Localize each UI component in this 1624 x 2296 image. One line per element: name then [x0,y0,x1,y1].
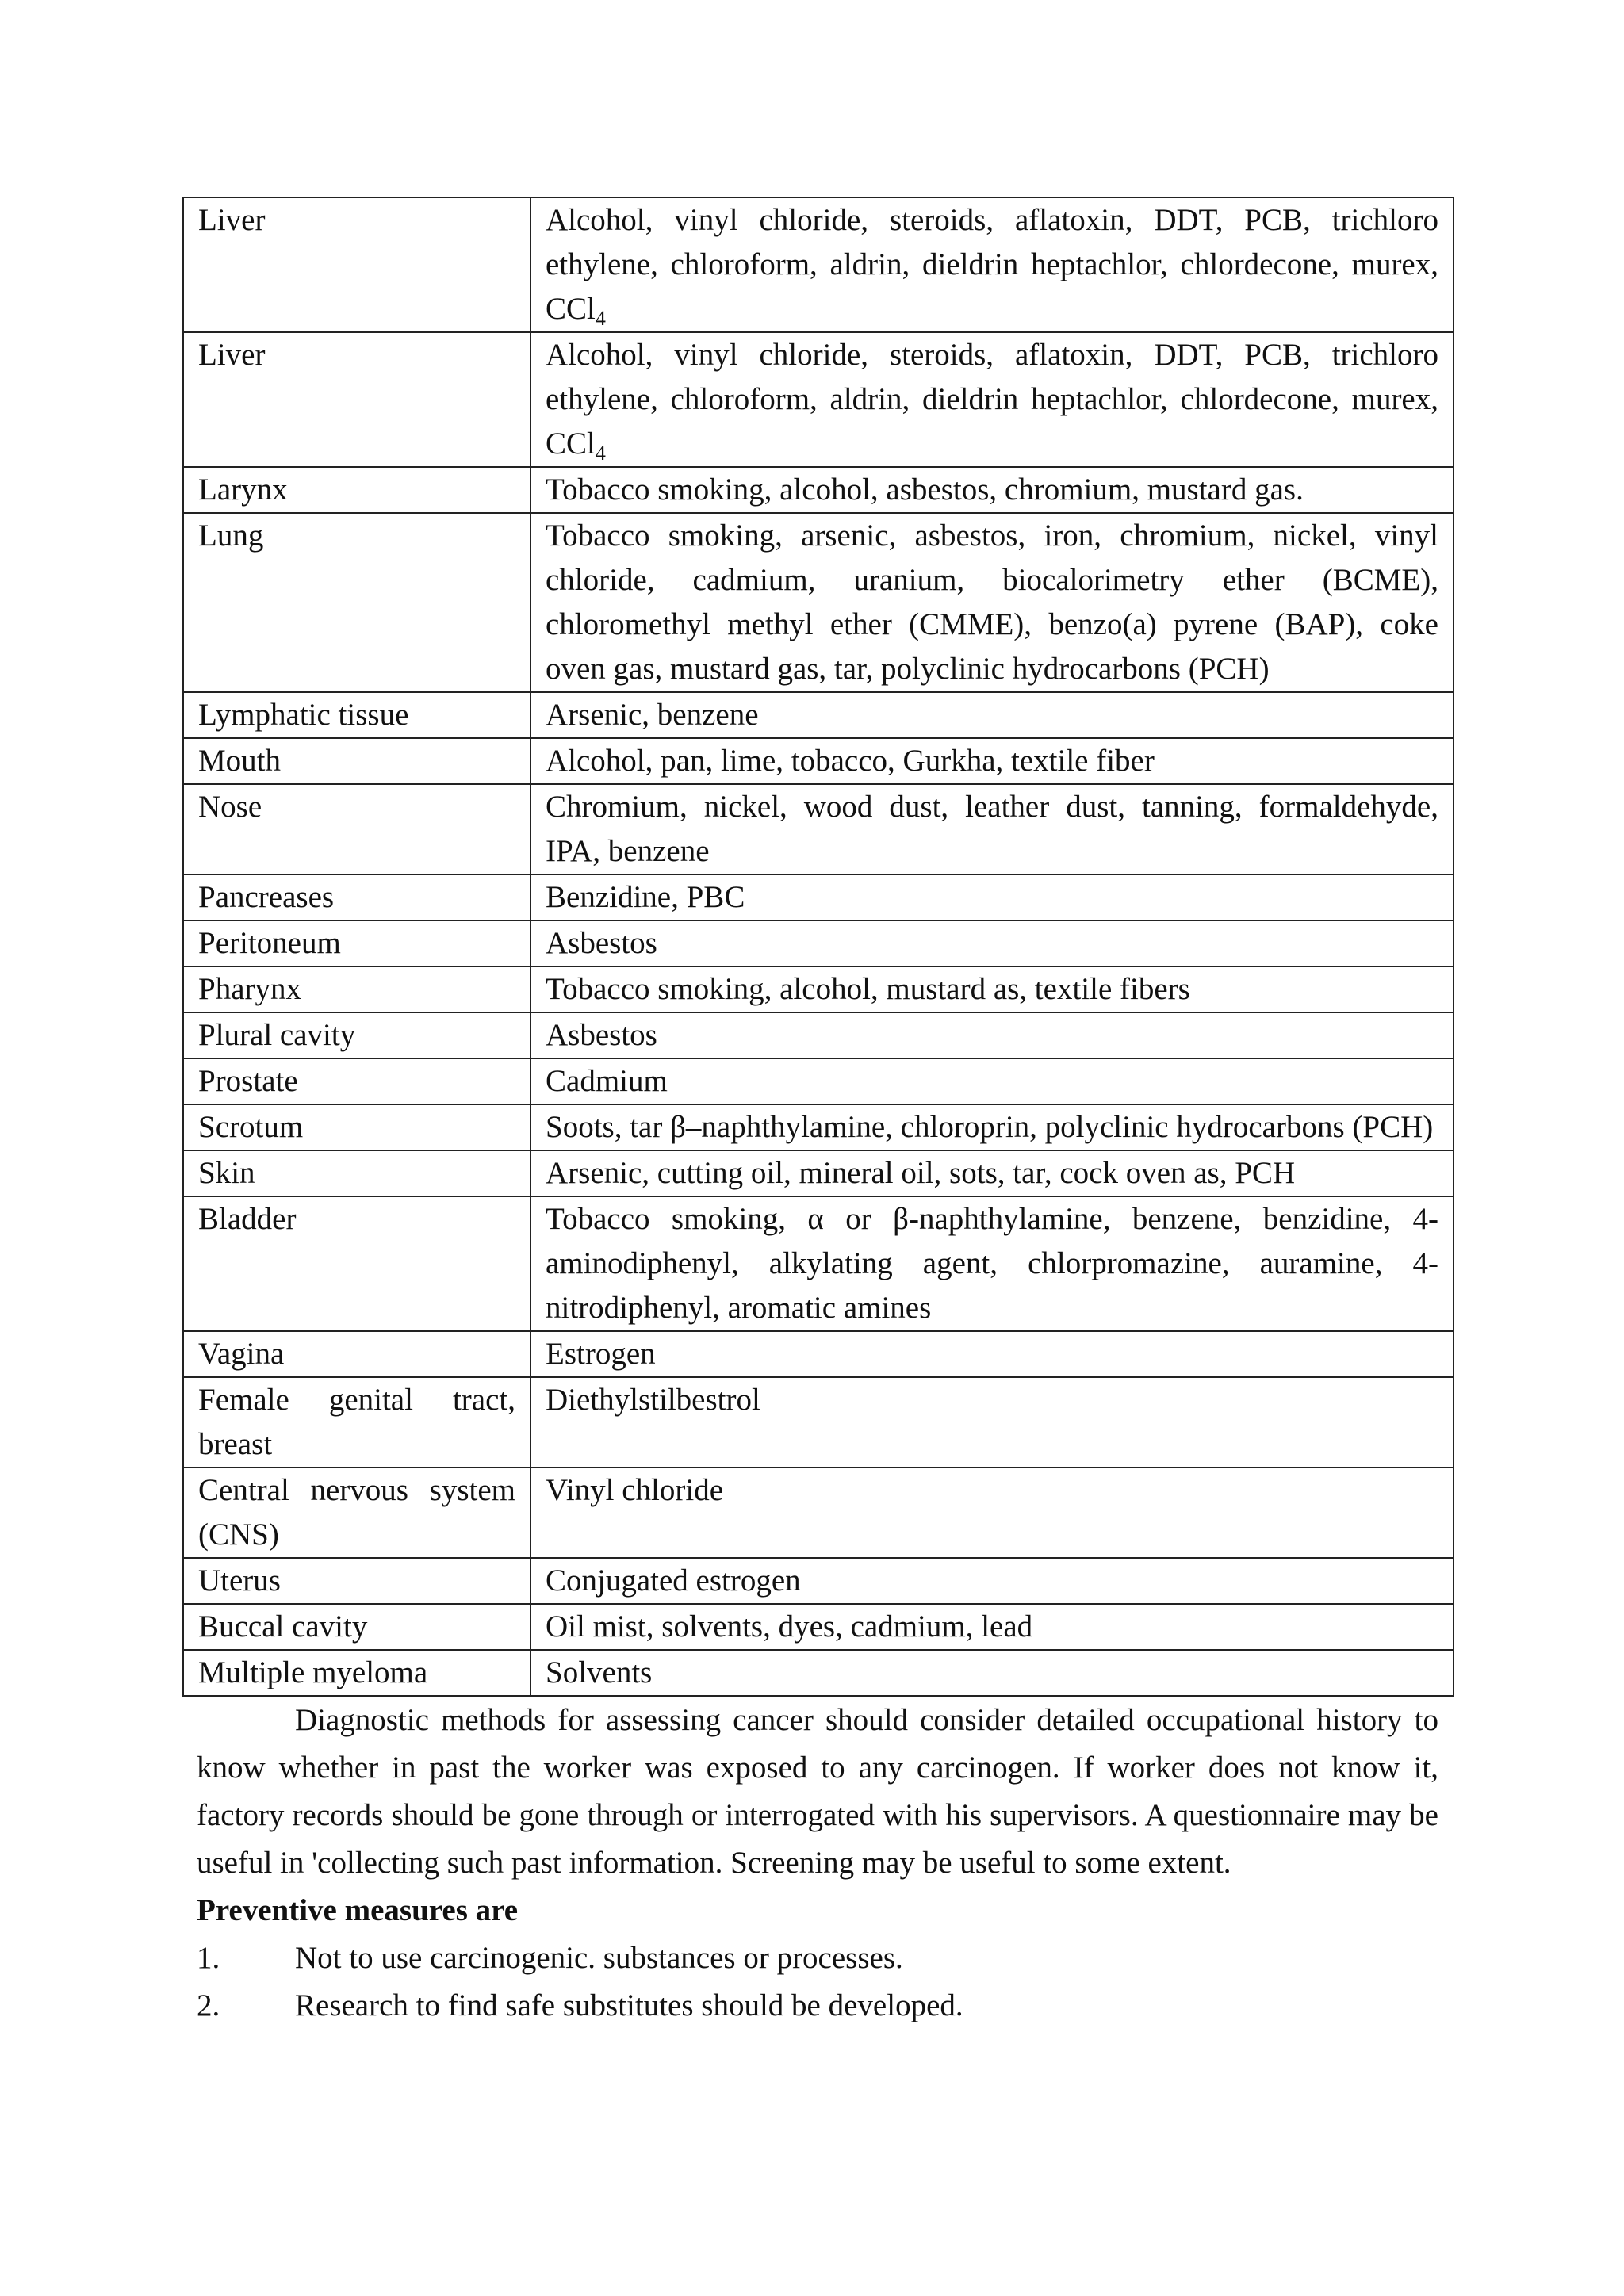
agents-text: Diethylstilbestrol [546,1383,760,1417]
table-row [183,332,1454,467]
table-row [183,738,1454,784]
carcinogen-agents-cell [530,1150,1454,1196]
agents-text: Estrogen [546,1337,656,1371]
cancer-site-cell: Larynx [183,467,530,513]
table-row [183,197,1454,332]
preventive-measures-heading: Preventive measures are [197,1893,519,1927]
agents-text: Tobacco smoking, alcohol, mustard as, textile fibers [546,972,1190,1006]
agents-subscript: 4 [595,307,606,330]
agents-text: Asbestos [546,926,657,960]
agents-text: Tobacco smoking, alcohol, asbestos, chromium, mustard gas. [546,473,1304,507]
preventive-measures-list [182,1934,1453,2030]
list-item [197,1934,1438,1982]
list-item-text: Research to find safe substitutes should be developed. [295,1988,963,2022]
cancer-site-cell: Scrotum [183,1104,530,1150]
carcinogen-agents-cell [530,738,1454,784]
document-page [182,197,1453,2030]
cancer-site-cell: Liver [183,332,530,467]
carcinogen-agents-cell [530,1650,1454,1696]
carcinogen-agents-cell [530,966,1454,1012]
agents-text: Solvents [546,1655,653,1689]
cancer-site-cell: Lung [183,513,530,692]
cancer-site-cell: Mouth [183,738,530,784]
list-item-text: Not to use carcinogenic. substances or processes. [295,1941,903,1975]
carcinogen-agents-cell [530,1104,1454,1150]
cancer-site-cell: Buccal cavity [183,1604,530,1650]
cancer-site-cell: Plural cavity [183,1012,530,1058]
table-row [183,966,1454,1012]
carcinogen-agents-cell [530,784,1454,874]
carcinogen-agents-cell [530,332,1454,467]
table-row [183,1058,1454,1104]
cancer-site-cell: Vagina [183,1331,530,1377]
carcinogen-agents-cell [530,1058,1454,1104]
list-item [197,1982,1438,2030]
table-row [183,784,1454,874]
cancer-site-cell: Nose [183,784,530,874]
table-row [183,1468,1454,1558]
agents-text: Cadmium [546,1064,668,1098]
carcinogen-agents-cell [530,874,1454,920]
table-row [183,874,1454,920]
table-row [183,1150,1454,1196]
agents-text: Chromium, nickel, wood dust, leather dust, tanning, formaldehyde, IPA, benzene [546,790,1438,868]
agents-text: Benzidine, PBC [546,880,745,914]
carcinogen-agents-cell [530,1377,1454,1468]
list-item-number: 2. [197,1988,220,2022]
agents-text: Asbestos [546,1018,657,1052]
cancer-site-cell: Skin [183,1150,530,1196]
cancer-site-cell: Multiple myeloma [183,1650,530,1696]
cancer-site-cell: Female genital tract, breast [183,1377,530,1468]
agents-text: Arsenic, benzene [546,698,759,732]
agents-text: Tobacco smoking, α or β-naphthylamine, benzene, benzidine, 4-aminodiphenyl, alkylating agent, chlorpromazine, auramine, 4-nitrodiphenyl, aromatic amines [546,1202,1438,1325]
table-row [183,467,1454,513]
list-item-number: 1. [197,1941,220,1975]
agents-text: Tobacco smoking, arsenic, asbestos, iron, chromium, nickel, vinyl chloride, cadmium, uranium, biocalorimetry ether (BCME), chloromethyl methyl ether (CMME), benzo(a) pyrene (BAP), coke oven gas, mustard gas, tar, polyclinic hydrocarbons (PCH) [546,519,1438,686]
cancer-site-cell: Central nervous system (CNS) [183,1468,530,1558]
cancer-site-cell: Pharynx [183,966,530,1012]
table-row [183,513,1454,692]
agents-text: Alcohol, vinyl chloride, steroids, aflatoxin, DDT, PCB, trichloro ethylene, chloroform, aldrin, dieldrin heptachlor, chlordecone, murex, CCl [546,338,1438,461]
agents-text: Oil mist, solvents, dyes, cadmium, lead [546,1609,1033,1644]
carcinogen-agents-cell [530,1558,1454,1604]
carcinogen-agents-cell [530,467,1454,513]
carcinogen-agents-cell [530,1604,1454,1650]
carcinogen-agents-cell [530,1196,1454,1331]
cancer-site-cell: Peritoneum [183,920,530,966]
table-row [183,1650,1454,1696]
agents-text: Conjugated estrogen [546,1563,801,1598]
diagnostic-paragraph: Diagnostic methods for assessing cancer should consider detailed occupational history to know whether in past the worker was exposed to any carcinogen. If worker does not know it, factory records should be gone through or interrogated with his supervisors. A questionnaire may be useful in 'collecting such past information. Screening may be useful to some extent. [197,1703,1438,1880]
cancer-site-cell: Pancreases [183,874,530,920]
table-row [183,1012,1454,1058]
cancer-site-cell: Bladder [183,1196,530,1331]
carcinogen-table [182,197,1454,1697]
carcinogen-agents-cell [530,692,1454,738]
cancer-site-cell: Prostate [183,1058,530,1104]
table-row [183,1104,1454,1150]
carcinogen-agents-cell [530,1012,1454,1058]
cancer-site-cell: Uterus [183,1558,530,1604]
table-row [183,920,1454,966]
carcinogen-agents-cell [530,1331,1454,1377]
cancer-site-cell: Liver [183,197,530,332]
cancer-site-cell: Lymphatic tissue [183,692,530,738]
agents-text: Alcohol, vinyl chloride, steroids, aflatoxin, DDT, PCB, trichloro ethylene, chloroform, aldrin, dieldrin heptachlor, chlordecone, murex, CCl [546,203,1438,326]
carcinogen-table-body [183,197,1454,1696]
carcinogen-agents-cell [530,197,1454,332]
table-row [183,1331,1454,1377]
table-row [183,692,1454,738]
agents-text: Vinyl chloride [546,1473,724,1507]
agents-text: Soots, tar β–naphthylamine, chloroprin, polyclinic hydrocarbons (PCH) [546,1110,1434,1144]
agents-subscript: 4 [595,442,606,465]
table-row [183,1558,1454,1604]
agents-text: Alcohol, pan, lime, tobacco, Gurkha, textile fiber [546,744,1155,778]
carcinogen-agents-cell [530,513,1454,692]
carcinogen-agents-cell [530,1468,1454,1558]
table-row [183,1604,1454,1650]
carcinogen-agents-cell [530,920,1454,966]
agents-text: Arsenic, cutting oil, mineral oil, sots, tar, cock oven as, PCH [546,1156,1296,1190]
table-row [183,1196,1454,1331]
table-row [183,1377,1454,1468]
